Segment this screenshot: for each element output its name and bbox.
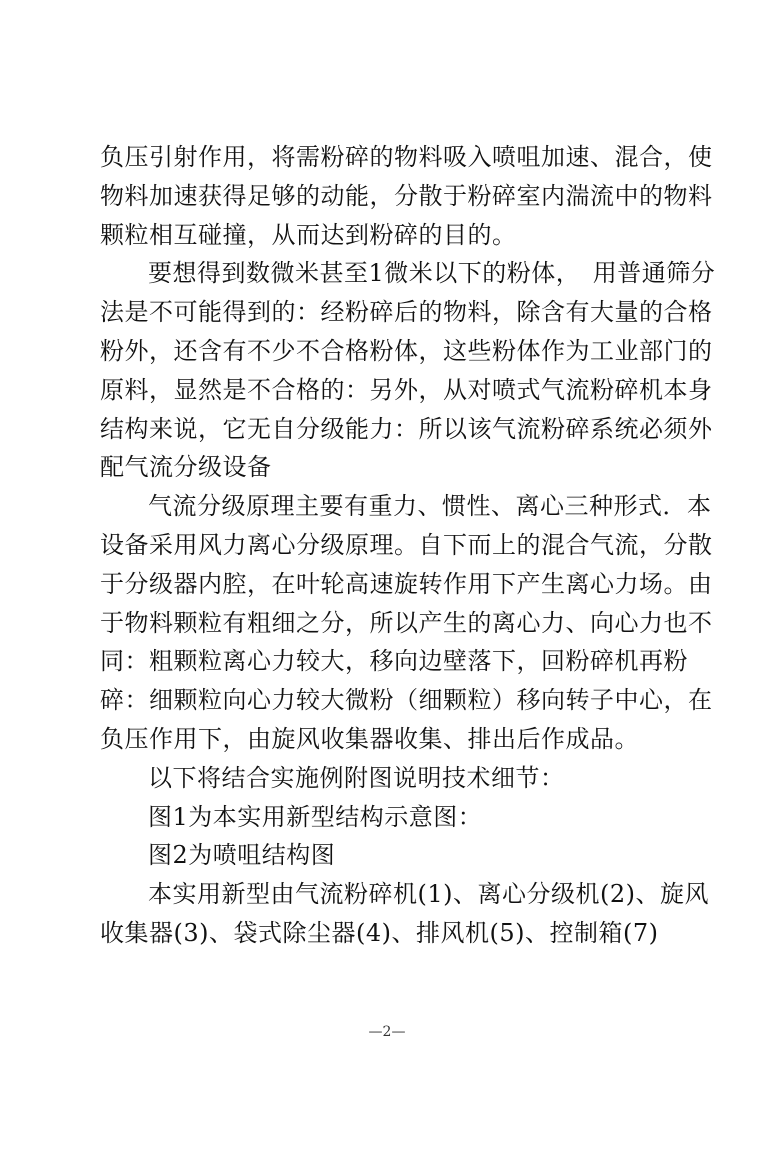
- paragraph-figure-intro: 以下将结合实施例附图说明技术细节：: [148, 763, 565, 792]
- paragraph-classification-principle: 气流分级原理主要有重力、惯性、离心三种形式．本设备采用风力离心分级原理。自下而上的混合气流，分散于分级器内腔，在叶轮高速旋转作用下产生离心力场。由于物料颗粒有粗细之分，所以产生的离心力、向心力也不同：粗颗粒离心力较大，移向边壁落下，回粉碎机再粉碎：细颗粒向心力较大微粉（细颗粒）移向转子中心，在负压作用下，由旋风收集器收集、排出后作成品。: [100, 492, 713, 753]
- paragraph-components: 本实用新型由气流粉碎机(1)、离心分级机(2)、旋风收集器(3)、袋式除尘器(4)、排风机(5)、控制箱(7): [100, 880, 709, 947]
- paragraph-crushing-principle: 负压引射作用，将需粉碎的物料吸入喷咀加速、混合，使物料加速获得足够的动能，分散于粉碎室内湍流中的物料颗粒相互碰撞，从而达到粉碎的目的。: [100, 143, 713, 249]
- paragraph-classification-need: 要想得到数微米甚至1微米以下的粉体， 用普通筛分法是不可能得到的：经粉碎后的物料，除含有大量的合格粉外，还含有不少不合格粉体，这些粉体作为工业部门的原料，显然是不合格的：另外，从对喷式气流粉碎机本身结构来说，它无自分级能力：所以该气流粉碎系统必须外配气流分级设备: [100, 259, 716, 482]
- paragraph-figure-2: 图2为喷咀结构图: [148, 841, 336, 870]
- paragraph-figure-1: 图1为本实用新型结构示意图：: [148, 802, 483, 831]
- document-body: [100, 138, 722, 953]
- page-number: —2—: [368, 1024, 406, 1040]
